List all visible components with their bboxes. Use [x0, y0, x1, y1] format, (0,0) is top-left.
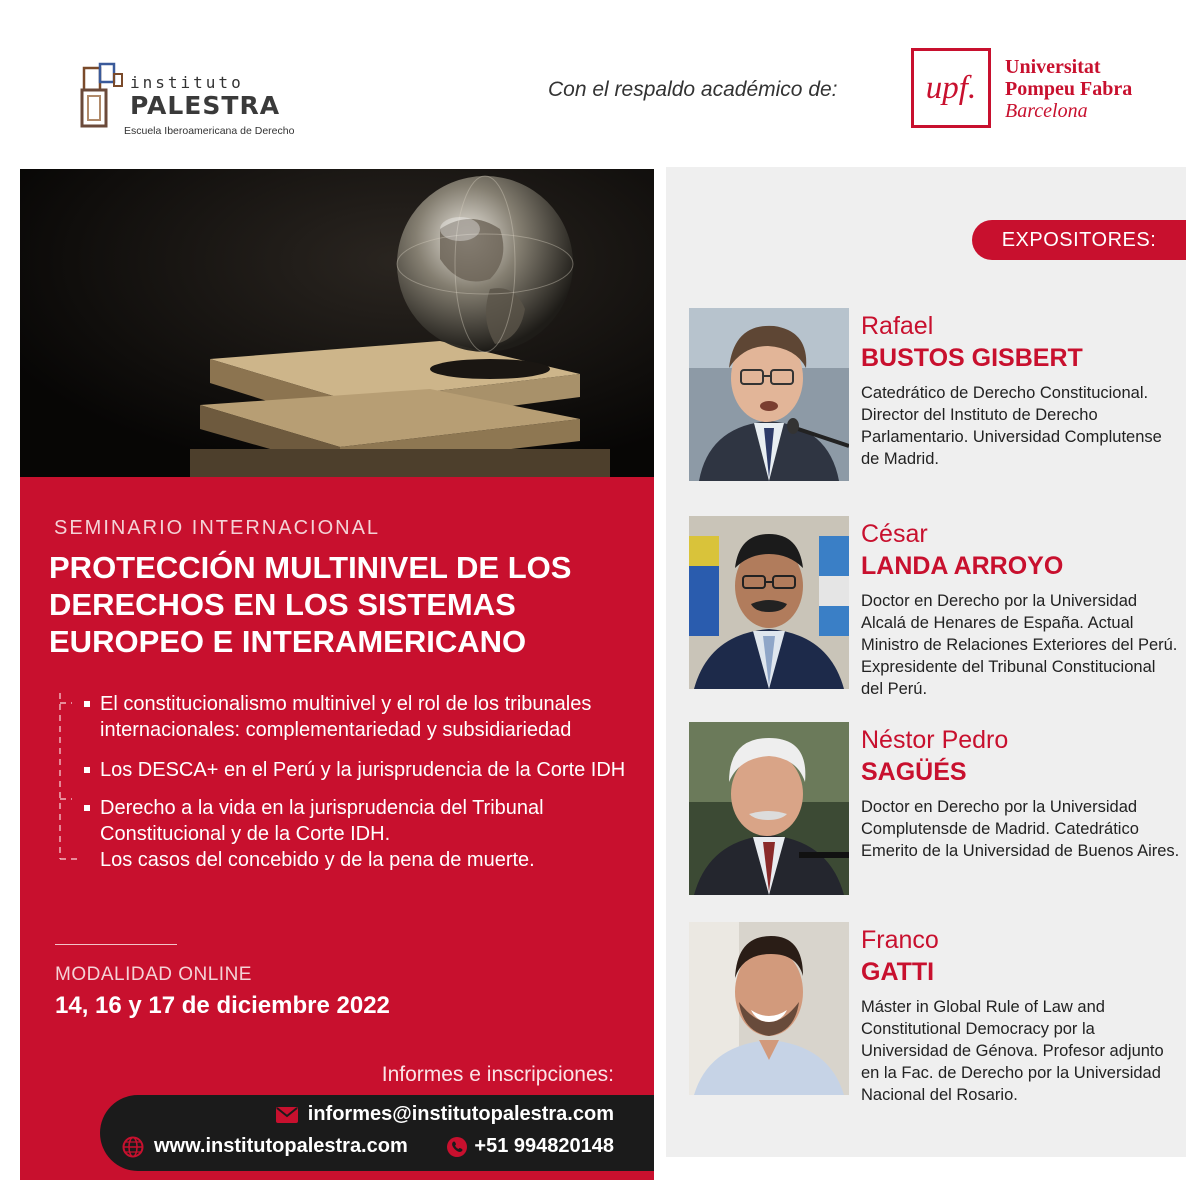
instituto-palestra-logo — [80, 40, 320, 140]
topic-list — [100, 691, 640, 885]
seminar-dates: 14, 16 y 17 de diciembre 2022 — [55, 992, 390, 1019]
whatsapp-icon — [446, 1136, 468, 1158]
speaker-photo-illustration — [689, 516, 849, 689]
web-contact[interactable] — [122, 1135, 408, 1158]
speaker-first-name: Franco — [861, 926, 939, 954]
speaker-first-name: César — [861, 520, 928, 548]
topic-text-continued: Los casos del concebido y de la pena de muerte. — [100, 849, 535, 871]
speaker-photo-illustration — [689, 922, 849, 1095]
email-contact[interactable] — [276, 1103, 614, 1126]
upf-line2: Pompeu Fabra — [1005, 78, 1133, 100]
contact-bar — [100, 1095, 654, 1171]
seminar-label: SEMINARIO INTERNACIONAL — [54, 517, 381, 539]
upf-name — [1005, 56, 1132, 122]
topic-item — [100, 691, 640, 743]
seminar-panel — [20, 477, 654, 1180]
topic-text: El constitucionalismo multinivel y el rol de los tribunales internacionales: complementariedad y subsidiariedad — [100, 693, 592, 741]
seminar-title: PROTECCIÓN MULTINIVEL DE LOS DERECHOS EN LOS SISTEMAS EUROPEO E INTERAMERICANO — [49, 550, 572, 659]
globe-icon — [122, 1136, 144, 1158]
speaker-last-name: LANDA ARROYO — [861, 552, 1064, 580]
phone-contact[interactable] — [446, 1135, 614, 1158]
speaker-photo-illustration — [689, 722, 849, 895]
web-text[interactable]: www.institutopalestra.com — [154, 1135, 408, 1157]
speaker-photo — [689, 922, 849, 1095]
speakers-title-badge: EXPOSITORES: — [972, 220, 1186, 260]
speaker-last-name: GATTI — [861, 958, 935, 986]
logo-tagline: Escuela Iberoamericana de Derecho — [124, 125, 295, 137]
speaker-bio: Catedrático de Derecho Constitucional. Director del Instituto de Derecho Parlamentario. Universidad Complutense de Madrid. — [861, 384, 1162, 468]
logo-line2: PALESTRA — [130, 91, 281, 120]
respaldo-text: Con el respaldo académico de: — [548, 78, 838, 101]
upf-mark: upf. — [925, 69, 977, 106]
phone-text[interactable]: +51 994820148 — [474, 1135, 614, 1157]
upf-logo — [911, 48, 991, 128]
speaker-last-name: SAGÜÉS — [861, 758, 967, 786]
speaker-first-name: Rafael — [861, 312, 934, 340]
speakers-panel — [666, 167, 1186, 1157]
speaker-first-name: Néstor Pedro — [861, 726, 1009, 754]
topic-text: Derecho a la vida en la jurisprudencia del Tribunal Constitucional y de la Corte IDH. — [100, 797, 544, 845]
bullet-square-icon — [84, 805, 90, 811]
speaker-bio: Doctor en Derecho por la Universidad Alcalá de Henares de España. Actual Ministro de Relaciones Exteriores del Perú. Expresidente del Tribunal Constitucional del Perú. — [861, 592, 1178, 698]
speaker-last-name: BUSTOS GISBERT — [861, 344, 1083, 372]
speaker-photo-illustration — [689, 308, 849, 481]
frames-logo-icon — [80, 60, 124, 130]
envelope-icon — [276, 1107, 298, 1123]
bullet-square-icon — [84, 767, 90, 773]
email-text[interactable]: informes@institutopalestra.com — [307, 1103, 614, 1125]
divider — [55, 944, 177, 945]
speaker-photo — [689, 516, 849, 689]
globe-books-illustration — [20, 169, 654, 477]
logo-line1: instituto — [130, 73, 244, 92]
speaker-photo — [689, 722, 849, 895]
upf-line3: Barcelona — [1005, 100, 1088, 122]
topic-text: Los DESCA+ en el Perú y la jurisprudencia de la Corte IDH — [100, 759, 626, 781]
speaker-photo — [689, 308, 849, 481]
informes-label: Informes e inscripciones: — [381, 1063, 614, 1086]
topic-tree-connector — [56, 693, 96, 873]
hero-image — [20, 169, 654, 477]
topic-item — [100, 795, 640, 873]
upf-line1: Universitat — [1005, 56, 1101, 78]
speaker-bio: Máster in Global Rule of Law and Constitutional Democracy por la Universidad de Génova. Profesor adjunto en la Fac. de Derecho por la Universidad Nacional del Rosario. — [861, 998, 1164, 1104]
topic-item — [100, 757, 640, 783]
modality-label: MODALIDAD ONLINE — [55, 964, 252, 985]
bullet-square-icon — [84, 701, 90, 707]
speaker-bio: Doctor en Derecho por la Universidad Complutensde de Madrid. Catedrático Emerito de la Universidad de Buenos Aires. — [861, 798, 1180, 860]
